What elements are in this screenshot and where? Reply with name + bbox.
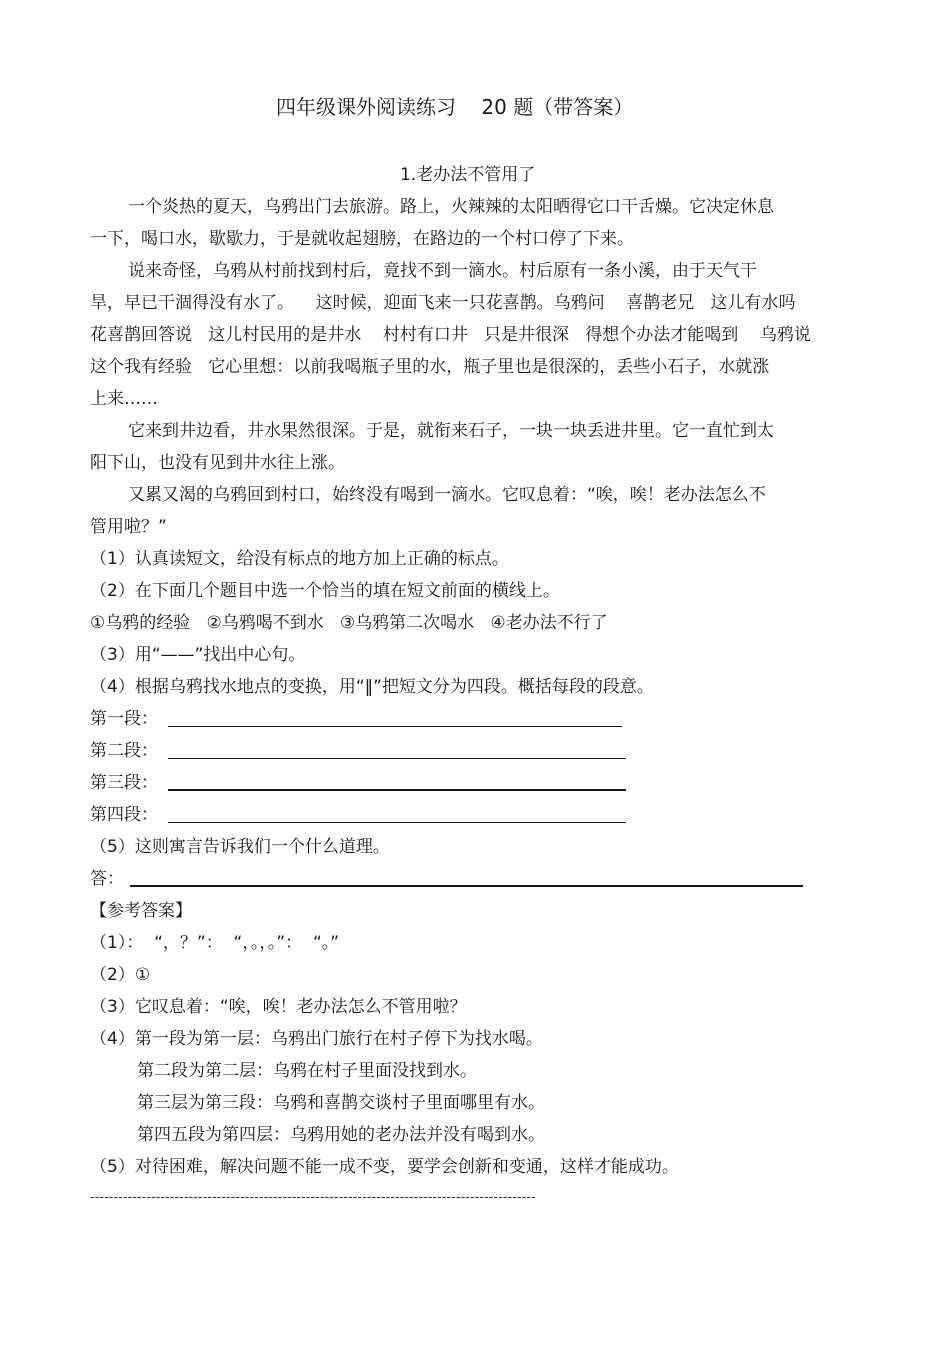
question-1: （1）认真读短文，给没有标点的地方加上正确的标点。 bbox=[90, 549, 509, 569]
question-2: （2）在下面几个题目中选一个恰当的填在短文前面的横线上。 bbox=[90, 581, 560, 601]
answer-key-heading: 【参考答案】 bbox=[90, 901, 192, 921]
answer-4-line: 第三层为第三段：乌鸦和喜鹊交谈村子里面哪里有水。 bbox=[137, 1093, 545, 1113]
segment-4-label: 第四段： bbox=[90, 805, 158, 825]
answer-5: （5）对待困难，解决问题不能一成不变，要学会创新和变通，这样才能成功。 bbox=[90, 1157, 679, 1177]
answer-3: （3）它叹息着：“唉，唉！老办法怎么不管用啦？ bbox=[90, 997, 467, 1017]
segment-2-blank[interactable] bbox=[168, 758, 626, 759]
segment-4-blank[interactable] bbox=[168, 822, 626, 823]
segment-3-label: 第三段： bbox=[90, 773, 158, 793]
passage-line: 一下，喝口水，歇歇力，于是就收起翅膀，在路边的一个村口停了下来。 bbox=[90, 229, 634, 249]
segment-3-blank[interactable] bbox=[168, 789, 626, 791]
story-title: 1.老办法不管用了 bbox=[400, 165, 536, 185]
passage-line: 旱，早已干涸得没有水了。 这时候，迎面飞来一只花喜鹊。乌鸦问 喜鹊老兄 这儿有水吗 bbox=[90, 293, 796, 313]
answer-blank[interactable] bbox=[130, 885, 803, 887]
passage-line: 这个我有经验 它心里想：以前我喝瓶子里的水，瓶子里也是很深的，丢些小石子，水就涨 bbox=[90, 357, 770, 377]
segment-1-blank[interactable] bbox=[168, 726, 622, 727]
answer-2: （2）① bbox=[90, 965, 151, 985]
separator-line: ----------------------------------------------------------------------------------------------- bbox=[90, 1190, 536, 1205]
answer-4-line: 第四五段为第四层：乌鸦用她的老办法并没有喝到水。 bbox=[137, 1125, 545, 1145]
passage-line: 花喜鹊回答说 这儿村民用的是井水 村村有口井 只是井很深 得想个办法才能喝到 乌鸦说 bbox=[90, 325, 811, 345]
passage-line: 一个炎热的夏天，乌鸦出门去旅游。路上，火辣辣的太阳晒得它口干舌燥。它决定休息 bbox=[128, 197, 774, 217]
segment-1-label: 第一段： bbox=[90, 709, 158, 729]
question-5: （5）这则寓言告诉我们一个什么道理。 bbox=[90, 837, 390, 857]
passage-line: 管用啦？” bbox=[90, 517, 167, 537]
answer-1: （1）： “，？”： “，。，。”： “。” bbox=[90, 933, 340, 953]
page-title: 四年级课外阅读练习 20 题（带答案） bbox=[276, 95, 634, 119]
passage-line: 上来…… bbox=[90, 389, 158, 409]
answer-4-line: （4）第一段为第一层：乌鸦出门旅行在村子停下为找水喝。 bbox=[90, 1029, 543, 1049]
question-3: （3）用“——”找出中心句。 bbox=[90, 645, 306, 665]
question-2-options: ①乌鸦的经验 ②乌鸦喝不到水 ③乌鸦第二次喝水 ④老办法不行了 bbox=[90, 613, 608, 633]
answer-4-line: 第二段为第二层：乌鸦在村子里面没找到水。 bbox=[137, 1061, 477, 1081]
question-4: （4）根据乌鸦找水地点的变换，用“‖”把短文分为四段。概括每段的段意。 bbox=[90, 677, 654, 697]
passage-line: 又累又渴的乌鸦回到村口，始终没有喝到一滴水。它叹息着：“唉，唉！老办法怎么不 bbox=[128, 485, 766, 505]
answer-label: 答： bbox=[90, 869, 124, 889]
passage-line: 说来奇怪，乌鸦从村前找到村后，竟找不到一滴水。村后原有一条小溪，由于天气干 bbox=[128, 261, 757, 281]
segment-2-label: 第二段： bbox=[90, 741, 158, 761]
passage-line: 它来到井边看，井水果然很深。于是，就衔来石子，一块一块丢进井里。它一直忙到太 bbox=[128, 421, 774, 441]
passage-line: 阳下山，也没有见到井水往上涨。 bbox=[90, 453, 345, 473]
